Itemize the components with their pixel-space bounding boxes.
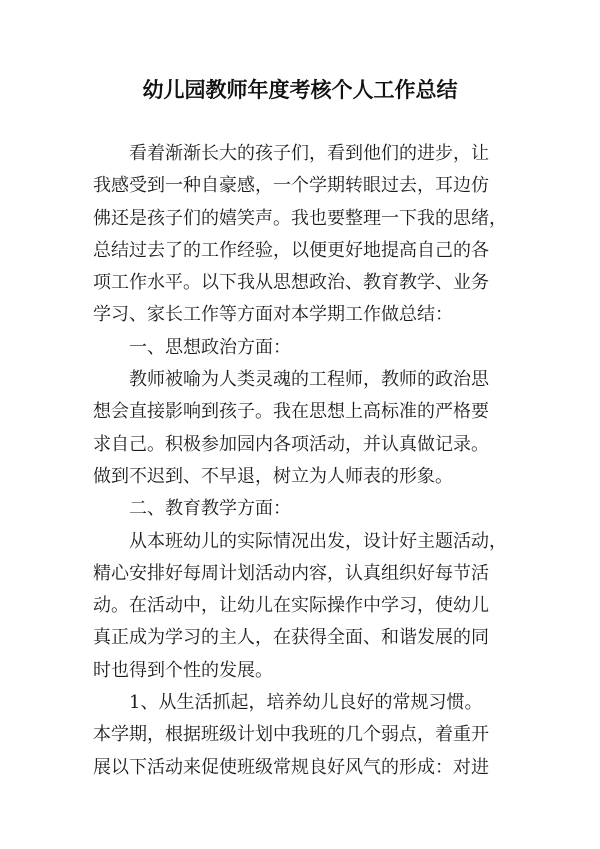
body-line: 看着渐渐长大的孩子们，看到他们的进步，让 — [129, 143, 489, 164]
body-line: 时也得到个性的发展。 — [93, 659, 273, 681]
body-line: 学习、家长工作等方面对本学期工作做总结： — [93, 304, 453, 326]
body-line: 我感受到一种自豪感，一个学期转眼过去，耳边仿 — [93, 175, 489, 197]
body-line: 求自己。积极参加园内各项活动，并认真做记录。 — [93, 433, 489, 455]
body-line: 做到不迟到、不早退，树立为人师表的形象。 — [93, 465, 453, 487]
document-body — [93, 138, 508, 784]
body-line: 动。在活动中，让幼儿在实际操作中学习，使幼儿 — [93, 595, 489, 617]
body-line: 从本班幼儿的实际情况出发，设计好主题活动， — [129, 530, 507, 552]
body-line: 教师被喻为人类灵魂的工程师，教师的政治思 — [129, 369, 489, 391]
body-line: 本学期，根据班级计划中我班的几个弱点，着重开 — [93, 724, 489, 746]
body-line: 想会直接影响到孩子。我在思想上高标准的严格要 — [93, 401, 489, 423]
document-title: 幼儿园教师年度考核个人工作总结 — [142, 78, 458, 102]
body-line: 展以下活动来促使班级常规良好风气的形成：对进 — [93, 756, 489, 778]
body-line: 一、思想政治方面： — [129, 336, 291, 358]
body-line: 总结过去了的工作经验，以便更好地提高自己的各 — [93, 239, 489, 261]
body-line: 精心安排好每周计划活动内容，认真组织好每节活 — [93, 562, 489, 584]
body-line: 项工作水平。以下我从思想政治、教育教学、业务 — [93, 272, 489, 294]
body-line: 1、从生活抓起，培养幼儿良好的常规习惯。 — [129, 692, 483, 714]
body-line: 佛还是孩子们的嬉笑声。我也要整理一下我的思绪， — [93, 207, 507, 229]
body-line: 二、教育教学方面： — [129, 498, 291, 520]
body-line: 真正成为学习的主人，在获得全面、和谐发展的同 — [93, 627, 489, 649]
